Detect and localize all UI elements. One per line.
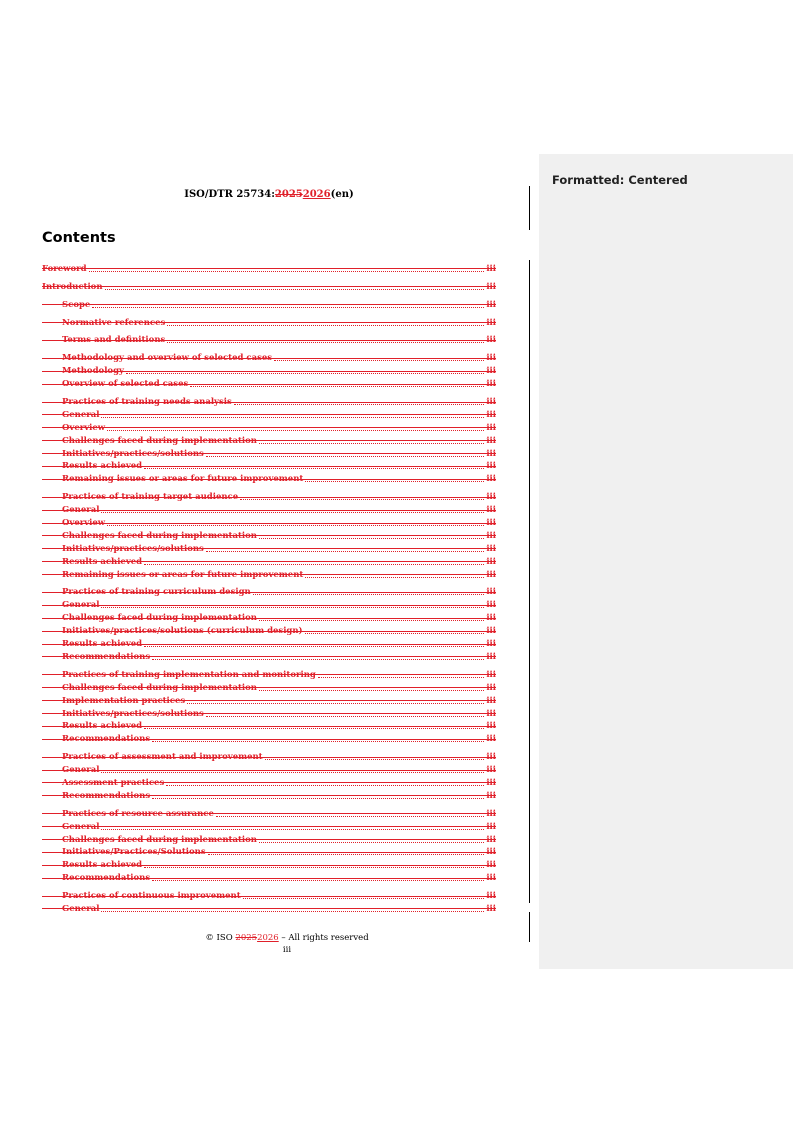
strikethrough-line (42, 878, 496, 879)
toc-dot-leader (167, 341, 484, 343)
footer-year-deleted: 2025 (235, 933, 258, 943)
strikethrough-line (42, 384, 496, 385)
toc-dot-leader (206, 550, 484, 552)
strikethrough-line (42, 402, 496, 403)
strikethrough-line (42, 770, 496, 771)
strikethrough-line (42, 304, 496, 305)
change-bar-toc (529, 260, 530, 903)
toc-dot-leader (208, 853, 485, 855)
header-year-inserted: 2026 (302, 189, 331, 200)
toc-entry[interactable] (42, 261, 496, 274)
strikethrough-line (42, 340, 496, 341)
toc-entry[interactable] (42, 636, 496, 649)
strikethrough-line (42, 440, 496, 441)
toc-dot-leader (152, 740, 484, 742)
toc-entry[interactable] (42, 471, 496, 484)
comment-formatted-label: Formatted: Centered (552, 173, 688, 187)
strikethrough-line (42, 286, 496, 287)
toc-dot-leader (167, 324, 484, 326)
strikethrough-line (42, 839, 496, 840)
footer-year-inserted: 2026 (257, 933, 279, 943)
strikethrough-line (42, 813, 496, 814)
strikethrough-line (42, 713, 496, 714)
toc-dot-leader (101, 606, 484, 608)
change-bar-header (529, 186, 530, 230)
toc-dot-leader (305, 480, 484, 482)
toc-dot-leader (305, 632, 485, 634)
toc-entry[interactable] (42, 775, 496, 788)
toc-dot-leader (305, 576, 484, 578)
strikethrough-line (42, 427, 496, 428)
toc-dot-leader (107, 524, 484, 526)
strikethrough-line (42, 656, 496, 657)
strikethrough-line (42, 414, 496, 415)
toc-dot-leader (206, 715, 484, 717)
toc-entry[interactable] (42, 394, 496, 407)
toc-entry[interactable] (42, 870, 496, 883)
toc-entry[interactable] (42, 333, 496, 346)
strikethrough-line (42, 852, 496, 853)
strikethrough-line (42, 605, 496, 606)
strikethrough-line (42, 631, 496, 632)
toc-dot-leader (107, 429, 484, 431)
toc-entry[interactable] (42, 541, 496, 554)
toc-dot-leader (152, 797, 484, 799)
toc-dot-leader (240, 498, 484, 500)
toc-dot-leader (259, 841, 484, 843)
toc-entry[interactable] (42, 845, 496, 858)
toc-dot-leader (265, 758, 485, 760)
strikethrough-line (42, 268, 496, 269)
strikethrough-line (42, 592, 496, 593)
strikethrough-line (42, 700, 496, 701)
toc-dot-leader (101, 771, 484, 773)
toc-entry[interactable] (42, 749, 496, 762)
toc-entry[interactable] (42, 528, 496, 541)
toc-dot-leader (101, 910, 484, 912)
toc-entry[interactable] (42, 610, 496, 623)
strikethrough-line (42, 687, 496, 688)
toc-dot-leader (144, 645, 484, 647)
toc-dot-leader (144, 727, 484, 729)
header-language: (en) (330, 189, 354, 200)
toc-dot-leader (318, 676, 484, 678)
toc-dot-leader (101, 511, 484, 513)
toc-dot-leader (243, 897, 485, 899)
strikethrough-line (42, 453, 496, 454)
strikethrough-line (42, 757, 496, 758)
strikethrough-line (42, 535, 496, 536)
toc-entry[interactable] (42, 502, 496, 515)
toc-entry[interactable] (42, 680, 496, 693)
toc-entry[interactable] (42, 446, 496, 459)
strikethrough-line (42, 795, 496, 796)
strikethrough-line (42, 466, 496, 467)
toc-entry[interactable] (42, 806, 496, 819)
strikethrough-line (42, 618, 496, 619)
toc-dot-leader (152, 879, 484, 881)
strikethrough-line (42, 358, 496, 359)
toc-entry[interactable] (42, 719, 496, 732)
toc-entry[interactable] (42, 706, 496, 719)
toc-entry[interactable] (42, 297, 496, 310)
strikethrough-line (42, 523, 496, 524)
toc-dot-leader (206, 455, 484, 457)
strikethrough-line (42, 561, 496, 562)
toc-entry[interactable] (42, 819, 496, 832)
strikethrough-line (42, 865, 496, 866)
toc-entry[interactable] (42, 901, 496, 914)
strikethrough-line (42, 644, 496, 645)
copyright-suffix: – All rights reserved (278, 933, 369, 943)
toc-entry[interactable] (42, 420, 496, 433)
toc-dot-leader (152, 658, 484, 660)
toc-dot-leader (144, 866, 484, 868)
toc-entry[interactable] (42, 350, 496, 363)
toc-entry[interactable] (42, 489, 496, 502)
strikethrough-line (42, 479, 496, 480)
strikethrough-line (42, 548, 496, 549)
strikethrough-line (42, 739, 496, 740)
header-year-deleted: 2025 (274, 189, 303, 200)
strikethrough-line (42, 574, 496, 575)
toc-dot-leader (144, 467, 484, 469)
toc-dot-leader (144, 563, 484, 565)
toc-dot-leader (259, 619, 484, 621)
toc-dot-leader (259, 442, 484, 444)
toc-entry[interactable] (42, 693, 496, 706)
toc-entry[interactable] (42, 459, 496, 472)
toc-dot-leader (126, 372, 484, 374)
toc-entry[interactable] (42, 585, 496, 598)
strikethrough-line (42, 371, 496, 372)
toc-entry[interactable] (42, 433, 496, 446)
toc-entry[interactable] (42, 567, 496, 580)
toc-dot-leader (259, 537, 484, 539)
toc-entry[interactable] (42, 731, 496, 744)
toc-entry[interactable] (42, 363, 496, 376)
table-of-contents (42, 261, 496, 914)
toc-dot-leader (105, 288, 485, 290)
strikethrough-line (42, 497, 496, 498)
toc-entry[interactable] (42, 788, 496, 801)
copyright-line (42, 932, 532, 944)
header-standard-id: ISO/DTR 25734: (184, 189, 275, 200)
strikethrough-line (42, 896, 496, 897)
strikethrough-line (42, 908, 496, 909)
strikethrough-line (42, 674, 496, 675)
toc-dot-leader (101, 828, 484, 830)
toc-entry[interactable] (42, 888, 496, 901)
page-footer (42, 932, 532, 956)
toc-entry[interactable] (42, 597, 496, 610)
page-header (42, 189, 496, 200)
toc-dot-leader (92, 306, 484, 308)
comment-pane (539, 154, 793, 969)
toc-entry[interactable] (42, 279, 496, 292)
strikethrough-line (42, 510, 496, 511)
toc-dot-leader (187, 702, 484, 704)
toc-entry[interactable] (42, 832, 496, 845)
toc-dot-leader (259, 689, 484, 691)
toc-dot-leader (166, 784, 484, 786)
strikethrough-line (42, 826, 496, 827)
toc-dot-leader (216, 815, 484, 817)
toc-dot-leader (89, 270, 485, 272)
toc-entry[interactable] (42, 762, 496, 775)
strikethrough-line (42, 726, 496, 727)
toc-dot-leader (101, 416, 484, 418)
strikethrough-line (42, 782, 496, 783)
toc-entry[interactable] (42, 315, 496, 328)
toc-entry[interactable] (42, 376, 496, 389)
toc-entry[interactable] (42, 623, 496, 636)
toc-dot-leader (190, 385, 484, 387)
toc-entry[interactable] (42, 649, 496, 662)
strikethrough-line (42, 322, 496, 323)
toc-entry[interactable] (42, 857, 496, 870)
page-number: iii (282, 945, 292, 955)
toc-entry[interactable] (42, 554, 496, 567)
toc-dot-leader (274, 359, 484, 361)
toc-entry[interactable] (42, 667, 496, 680)
toc-dot-leader (253, 593, 485, 595)
toc-entry[interactable] (42, 407, 496, 420)
copyright-prefix: © ISO (205, 933, 236, 943)
toc-dot-leader (234, 403, 485, 405)
contents-heading: Contents (42, 230, 116, 246)
toc-entry[interactable] (42, 515, 496, 528)
